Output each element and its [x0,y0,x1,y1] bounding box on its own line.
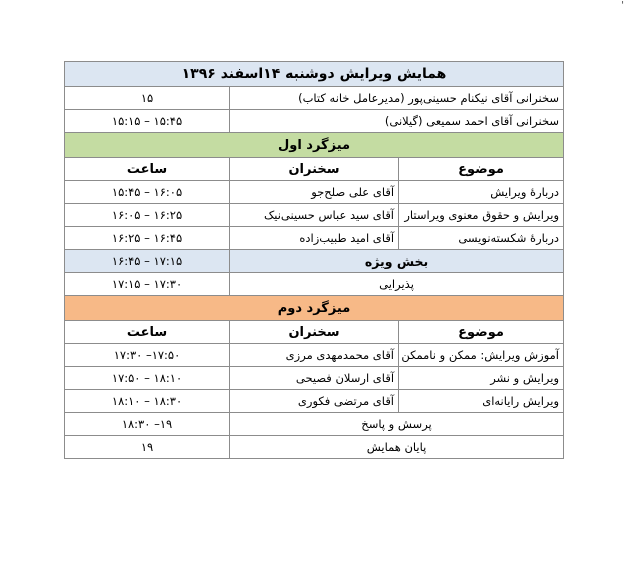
table-row [65,227,564,250]
section2-title-row [65,296,564,321]
time-cell: ۱۷:۳۰ –۱۷:۵۰ [65,344,230,367]
section1-title-row [65,133,564,158]
opening-row [65,110,564,133]
end-row [65,436,564,459]
time-cell: ۱۸:۱۰ – ۱۸:۳۰ [65,390,230,413]
section2-title: میزگرد دوم [65,296,564,321]
end-label: پایان همایش [230,436,564,459]
header-topic: موضوع [399,158,564,181]
topic-cell: دربارۀ شکسته‌نویسی [399,227,564,250]
qa-row [65,413,564,436]
speaker-cell: آقای علی صلح‌جو [230,181,399,204]
time-cell: ۱۶:۲۵ – ۱۶:۴۵ [65,227,230,250]
opening-speech-2: سخنرانی آقای احمد سمیعی (گیلانی) [230,110,564,133]
qa-label: پرسش و پاسخ [230,413,564,436]
reception-label: پذیرایی [230,273,564,296]
speaker-cell: آقای ارسلان فصیحی [230,367,399,390]
speaker-cell: آقای سید عباس حسینی‌نیک [230,204,399,227]
table-row [65,181,564,204]
topic-cell: دربارۀ ویرایش [399,181,564,204]
opening-speech-1: سخنرانی آقای نیکنام حسینی‌پور (مدیرعامل خانه کتاب) [230,87,564,110]
topic-cell: ویرایش رایانه‌ای [399,390,564,413]
table-row [65,367,564,390]
opening-row [65,87,564,110]
speaker-cell: آقای امید طبیب‌زاده [230,227,399,250]
end-time: ۱۹ [65,436,230,459]
reception-row [65,273,564,296]
event-title: همایش ویرایش دوشنبه ۱۴اسفند ۱۳۹۶ [65,62,564,87]
header-time: ساعت [65,321,230,344]
header-time: ساعت [65,158,230,181]
qa-time: ۱۸:۳۰ –۱۹ [65,413,230,436]
time-cell: ۱۶:۰۵ – ۱۶:۲۵ [65,204,230,227]
section2-header-row [65,321,564,344]
section1-title: میزگرد اول [65,133,564,158]
topic-cell: ویرایش و حقوق معنوی ویراستار [399,204,564,227]
table-row [65,344,564,367]
speaker-cell: آقای محمدمهدی مرزی [230,344,399,367]
speaker-cell: آقای مرتضی فکوری [230,390,399,413]
topic-cell: آموزش ویرایش: ممکن و ناممکن [399,344,564,367]
header-topic: موضوع [399,321,564,344]
title-row [65,62,564,87]
special-section-title: بخش ویژه [230,250,564,273]
table-row [65,204,564,227]
header-speaker: سخنران [230,321,399,344]
topic-cell: ویرایش و نشر [399,367,564,390]
header-speaker: سخنران [230,158,399,181]
corner-mark: ' [621,0,624,11]
time-cell: ۱۵:۴۵ – ۱۶:۰۵ [65,181,230,204]
program-table [64,61,564,459]
special-section-row [65,250,564,273]
table-row [65,390,564,413]
section1-header-row [65,158,564,181]
time-cell: ۱۷:۵۰ – ۱۸:۱۰ [65,367,230,390]
opening-time-2: ۱۵:۱۵ – ۱۵:۴۵ [65,110,230,133]
opening-time-1: ۱۵ [65,87,230,110]
special-section-time: ۱۶:۴۵ – ۱۷:۱۵ [65,250,230,273]
reception-time: ۱۷:۱۵ – ۱۷:۳۰ [65,273,230,296]
